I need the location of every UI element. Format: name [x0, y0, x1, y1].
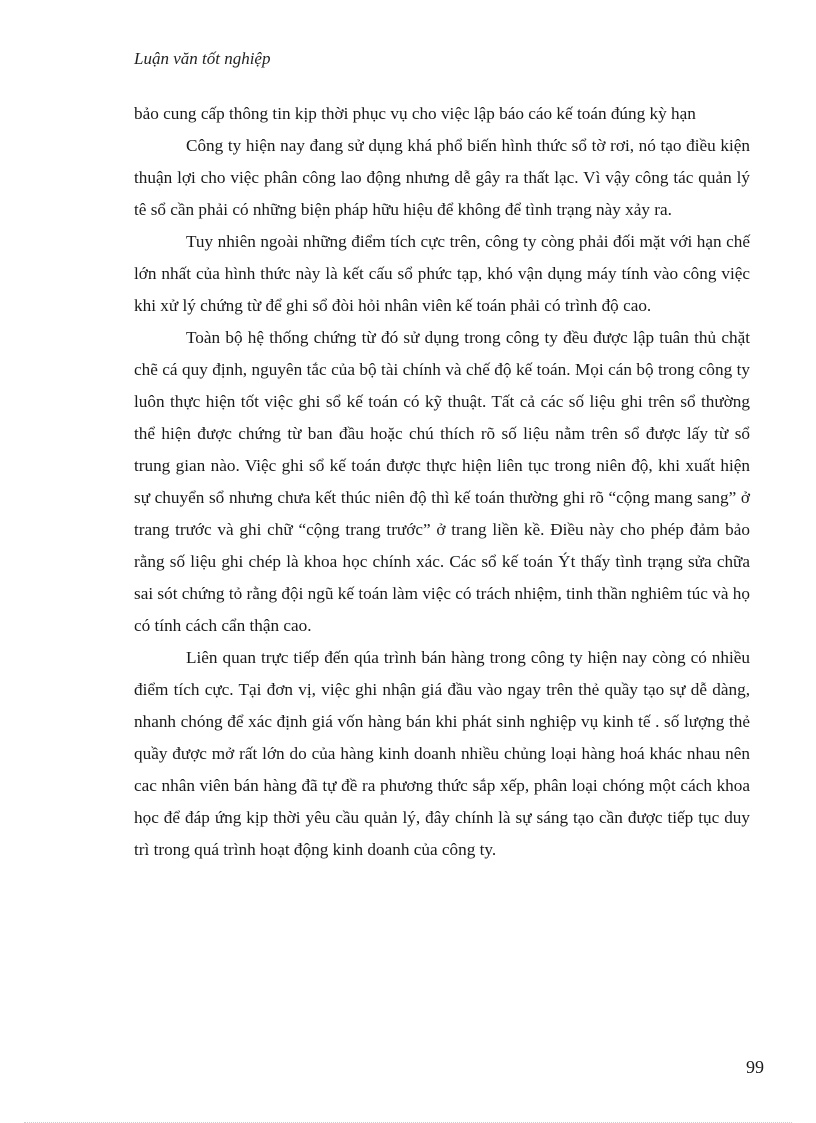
running-header: Luận văn tốt nghiệp: [134, 49, 271, 68]
paragraph: Toàn bộ hệ thống chứng từ đó sử dụng trong công ty đều được lập tuân thủ chặt chẽ cá quy định, nguyên tắc của bộ tài chính và chế độ kế toán. Mọi cán bộ trong công ty luôn thực hiện tốt việc ghi sổ kế toán có kỹ thuật. Tất cả các số liệu ghi trên sổ thường thể hiện được chứng từ ban đầu hoặc chú thích rõ số liệu nằm trên sổ được lấy từ sổ trung gian nào. Việc ghi sổ kế toán được thực hiện liên tục trong niên độ, khi xuất hiện sự chuyển sổ nhưng chưa kết thúc niên độ thì kế toán thường ghi rõ “cộng mang sang” ở trang trước và ghi chữ “cộng trang trước” ở trang liền kề. Điều này cho phép đảm bảo rằng số liệu ghi chép là khoa học chính xác. Các sổ kế toán Ýt thấy tình trạng sửa chữa sai sót chứng tỏ rằng đội ngũ kế toán làm việc có trách nhiệm, tinh thần nghiêm túc và họ có tính cách cẩn thận cao.: [134, 328, 750, 635]
paragraph: Công ty hiện nay đang sử dụng khá phổ biến hình thức sổ tờ rơi, nó tạo điều kiện thuận lợi cho việc phân công lao động nhưng dễ gây ra thất lạc. Vì vậy công tác quản lý tê sổ cần phải có những biện pháp hữu hiệu để không để tình trạng này xảy ra.: [134, 136, 750, 219]
page-number: 99: [746, 1057, 764, 1077]
paragraph-continuation: bảo cung cấp thông tin kịp thời phục vụ cho việc lập báo cáo kế toán đúng kỳ hạn: [134, 104, 696, 123]
paragraph: Tuy nhiên ngoài những điểm tích cực trên, công ty còng phải đối mặt với hạn chế lớn nhất của hình thức này là kết cấu sổ phức tạp, khó vận dụng máy tính vào công việc khi xử lý chứng từ để ghi sổ đòi hỏi nhân viên kế toán phải có trình độ cao.: [134, 232, 750, 315]
body-text: [134, 98, 750, 866]
paragraph: Liên quan trực tiếp đến qúa trình bán hàng trong công ty hiện nay còng có nhiều điểm tích cực. Tại đơn vị, việc ghi nhận giá đầu vào ngay trên thẻ quầy tạo sự dễ dàng, nhanh chóng để xác định giá vốn hàng bán khi phát sinh nghiệp vụ kinh tế . số lượng thẻ quầy được mở rất lớn do của hàng kinh doanh nhiều chủng loại hàng hoá khác nhau nên cac nhân viên bán hàng đã tự đề ra phương thức sắp xếp, phân loại chóng một cách khoa học để đáp ứng kịp thời yêu cầu quản lý, đây chính là sự sáng tạo cần được tiếp tục duy trì trong quá trình hoạt động kinh doanh của công ty.: [134, 648, 750, 859]
